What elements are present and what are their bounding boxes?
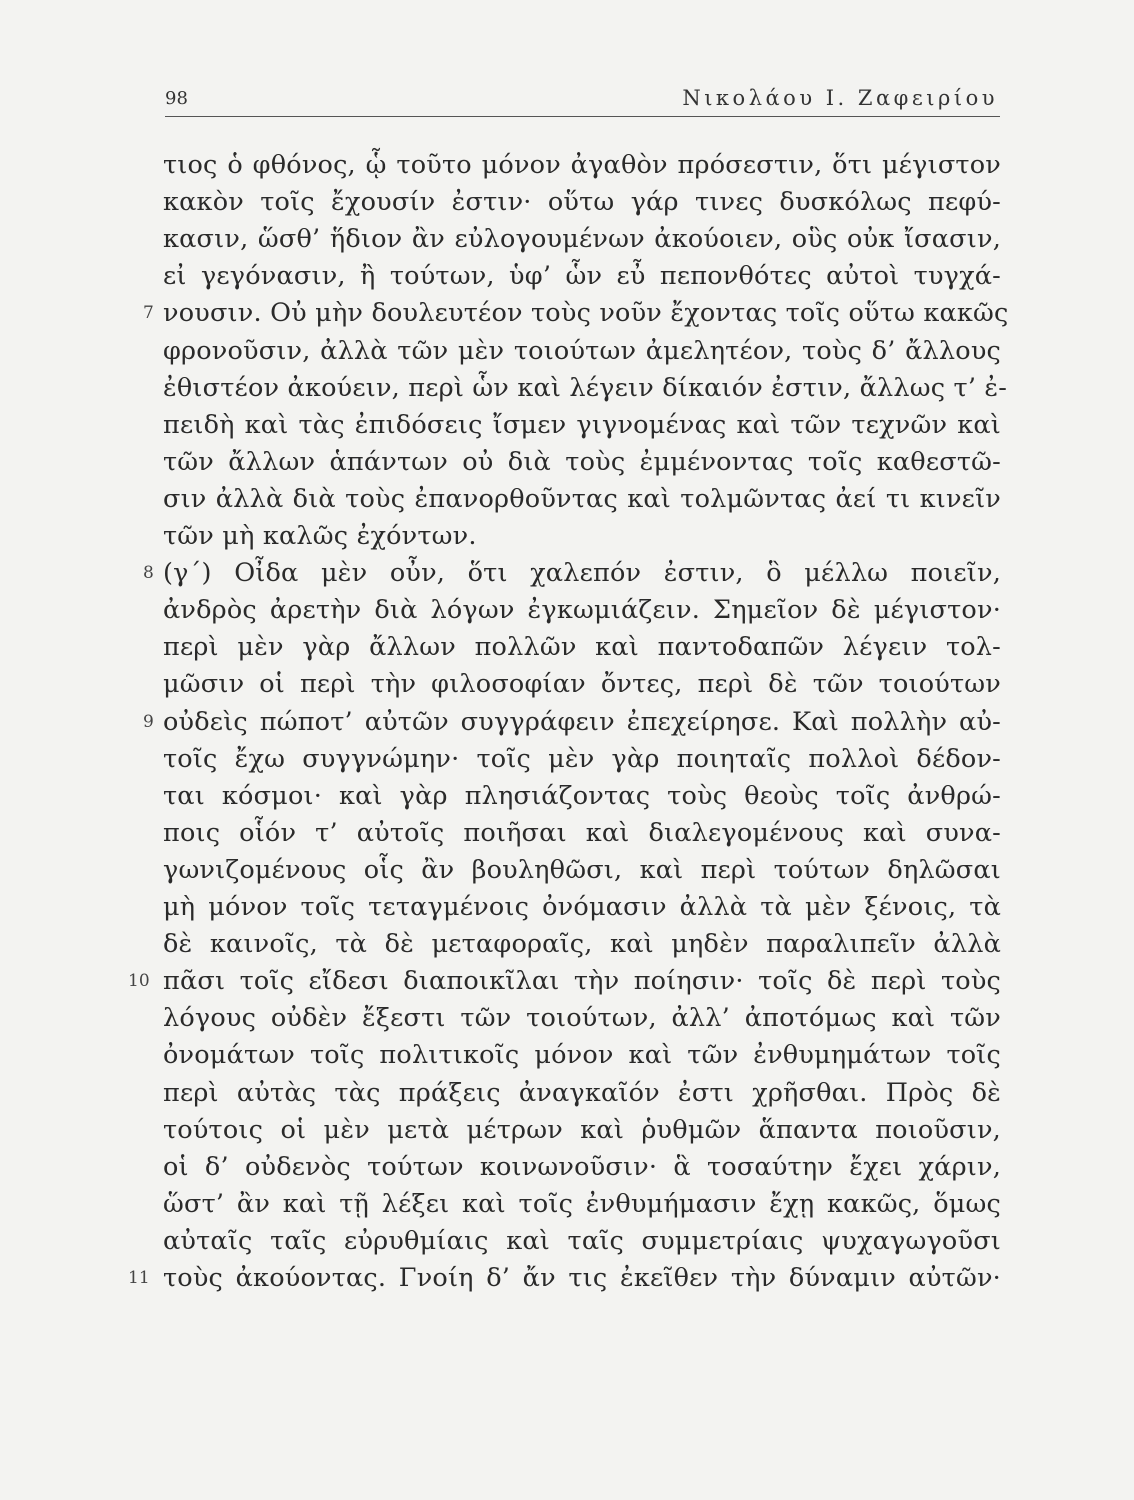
section-number: 7 <box>143 303 154 323</box>
text-line: γωνιζομένους οἷς ἂν βουληθῶσι, καὶ περὶ τούτων δηλῶσαι <box>163 855 1001 885</box>
text-line: ὀνομάτων τοῖς πολιτικοῖς μόνον καὶ τῶν ἐνθυμημάτων τοῖς <box>163 1040 1001 1070</box>
text-line: περὶ μὲν γὰρ ἄλλων πολλῶν καὶ παντοδαπῶν λέγειν τολ- <box>163 632 1001 662</box>
text-line: δὲ καινοῖς, τὰ δὲ μεταφοραῖς, καὶ μηδὲν παραλιπεῖν ἀλλὰ <box>163 929 1001 959</box>
text-line: κασιν, ὥσθ’ ἥδιον ἂν εὐλογουμένων ἀκούοιεν, οὓς οὐκ ἴσασιν, <box>163 224 1001 254</box>
text-line: μὴ μόνον τοῖς τεταγμένοις ὀνόμασιν ἀλλὰ τὰ μὲν ξένοις, τὰ <box>163 892 1001 922</box>
text-line: ποις οἷόν τ’ αὐτοῖς ποιῆσαι καὶ διαλεγομένους καὶ συνα- <box>163 818 1001 848</box>
section-number: 10 <box>128 971 150 991</box>
section-number: 11 <box>128 1268 150 1288</box>
text-line: αὐταῖς ταῖς εὐρυθμίαις καὶ ταῖς συμμετρίαις ψυχαγωγοῦσι <box>163 1226 1001 1256</box>
text-line: λόγους οὐδὲν ἔξεστι τῶν τοιούτων, ἀλλ’ ἀποτόμως καὶ τῶν <box>163 1003 1001 1033</box>
text-line: πειδὴ καὶ τὰς ἐπιδόσεις ἴσμεν γιγνομένας καὶ τῶν τεχνῶν καὶ <box>163 410 1001 440</box>
text-line: περὶ αὐτὰς τὰς πράξεις ἀναγκαῖόν ἐστι χρῆσθαι. Πρὸς δὲ <box>163 1078 1001 1108</box>
text-line: τοὺς ἀκούοντας. Γνοίη δ’ ἄν τις ἐκεῖθεν τὴν δύναμιν αὐτῶν· <box>163 1263 1001 1293</box>
text-line: τοῖς ἔχω συγγνώμην· τοῖς μὲν γὰρ ποιηταῖς πολλοὶ δέδον- <box>163 744 1001 774</box>
page-number: 98 <box>165 88 188 109</box>
text-line: οὐδεὶς πώποτ’ αὐτῶν συγγράφειν ἐπεχείρησε. Καὶ πολλὴν αὐ- <box>163 707 1001 737</box>
text-line: τούτοις οἱ μὲν μετὰ μέτρων καὶ ῥυθμῶν ἅπαντα ποιοῦσιν, <box>163 1115 1001 1145</box>
text-line: ὥστ’ ἂν καὶ τῇ λέξει καὶ τοῖς ἐνθυμήμασιν ἔχῃ κακῶς, ὅμως <box>163 1189 1001 1219</box>
text-line: εἰ γεγόνασιν, ἢ τούτων, ὑφ’ ὧν εὖ πεπονθότες αὐτοὶ τυγχά- <box>163 261 1001 291</box>
running-head: Νικολάου Ι. Ζαφειρίου <box>682 86 998 110</box>
text-line: ἐθιστέον ἀκούειν, περὶ ὧν καὶ λέγειν δίκαιόν ἐστιν, ἄλλως τ’ ἐ- <box>163 373 1008 403</box>
text-line: νουσιν. Οὐ μὴν δουλευτέον τοὺς νοῦν ἔχοντας τοῖς οὕτω κακῶς <box>163 298 1009 328</box>
text-line: μῶσιν οἱ περὶ τὴν φιλοσοφίαν ὄντες, περὶ δὲ τῶν τοιούτων <box>163 669 1001 699</box>
text-line: σιν ἀλλὰ διὰ τοὺς ἐπανορθοῦντας καὶ τολμῶντας ἀεί τι κινεῖν <box>163 484 1001 514</box>
text-line: ται κόσμοι· καὶ γὰρ πλησιάζοντας τοὺς θεοὺς τοῖς ἀνθρώ- <box>163 781 1001 811</box>
text-line: φρονοῦσιν, ἀλλὰ τῶν μὲν τοιούτων ἀμελητέον, τοὺς δ’ ἄλλους <box>163 336 1001 366</box>
text-line: (γ΄) Οἶδα μὲν οὖν, ὅτι χαλεπόν ἐστιν, ὃ μέλλω ποιεῖν, <box>163 558 1001 588</box>
text-line: πᾶσι τοῖς εἴδεσι διαποικῖλαι τὴν ποίησιν· τοῖς δὲ περὶ τοὺς <box>163 966 1001 996</box>
text-line: κακὸν τοῖς ἔχουσίν ἐστιν· οὕτω γάρ τινες δυσκόλως πεφύ- <box>163 187 1001 217</box>
text-line: τιος ὁ φθόνος, ᾧ τοῦτο μόνον ἀγαθὸν πρόσεστιν, ὅτι μέγιστον <box>163 150 1001 180</box>
text-line: οἱ δ’ οὐδενὸς τούτων κοινωνοῦσιν· ἃ τοσαύτην ἔχει χάριν, <box>163 1152 1001 1182</box>
text-line: τῶν ἄλλων ἁπάντων οὐ διὰ τοὺς ἐμμένοντας τοῖς καθεστῶ- <box>163 447 1001 477</box>
text-line: ἀνδρὸς ἀρετὴν διὰ λόγων ἐγκωμιάζειν. Σημεῖον δὲ μέγιστον· <box>163 595 1001 625</box>
section-number: 8 <box>143 563 154 583</box>
text-line: τῶν μὴ καλῶς ἐχόντων. <box>163 521 477 551</box>
section-number: 9 <box>143 712 154 732</box>
page-header <box>165 84 1000 117</box>
